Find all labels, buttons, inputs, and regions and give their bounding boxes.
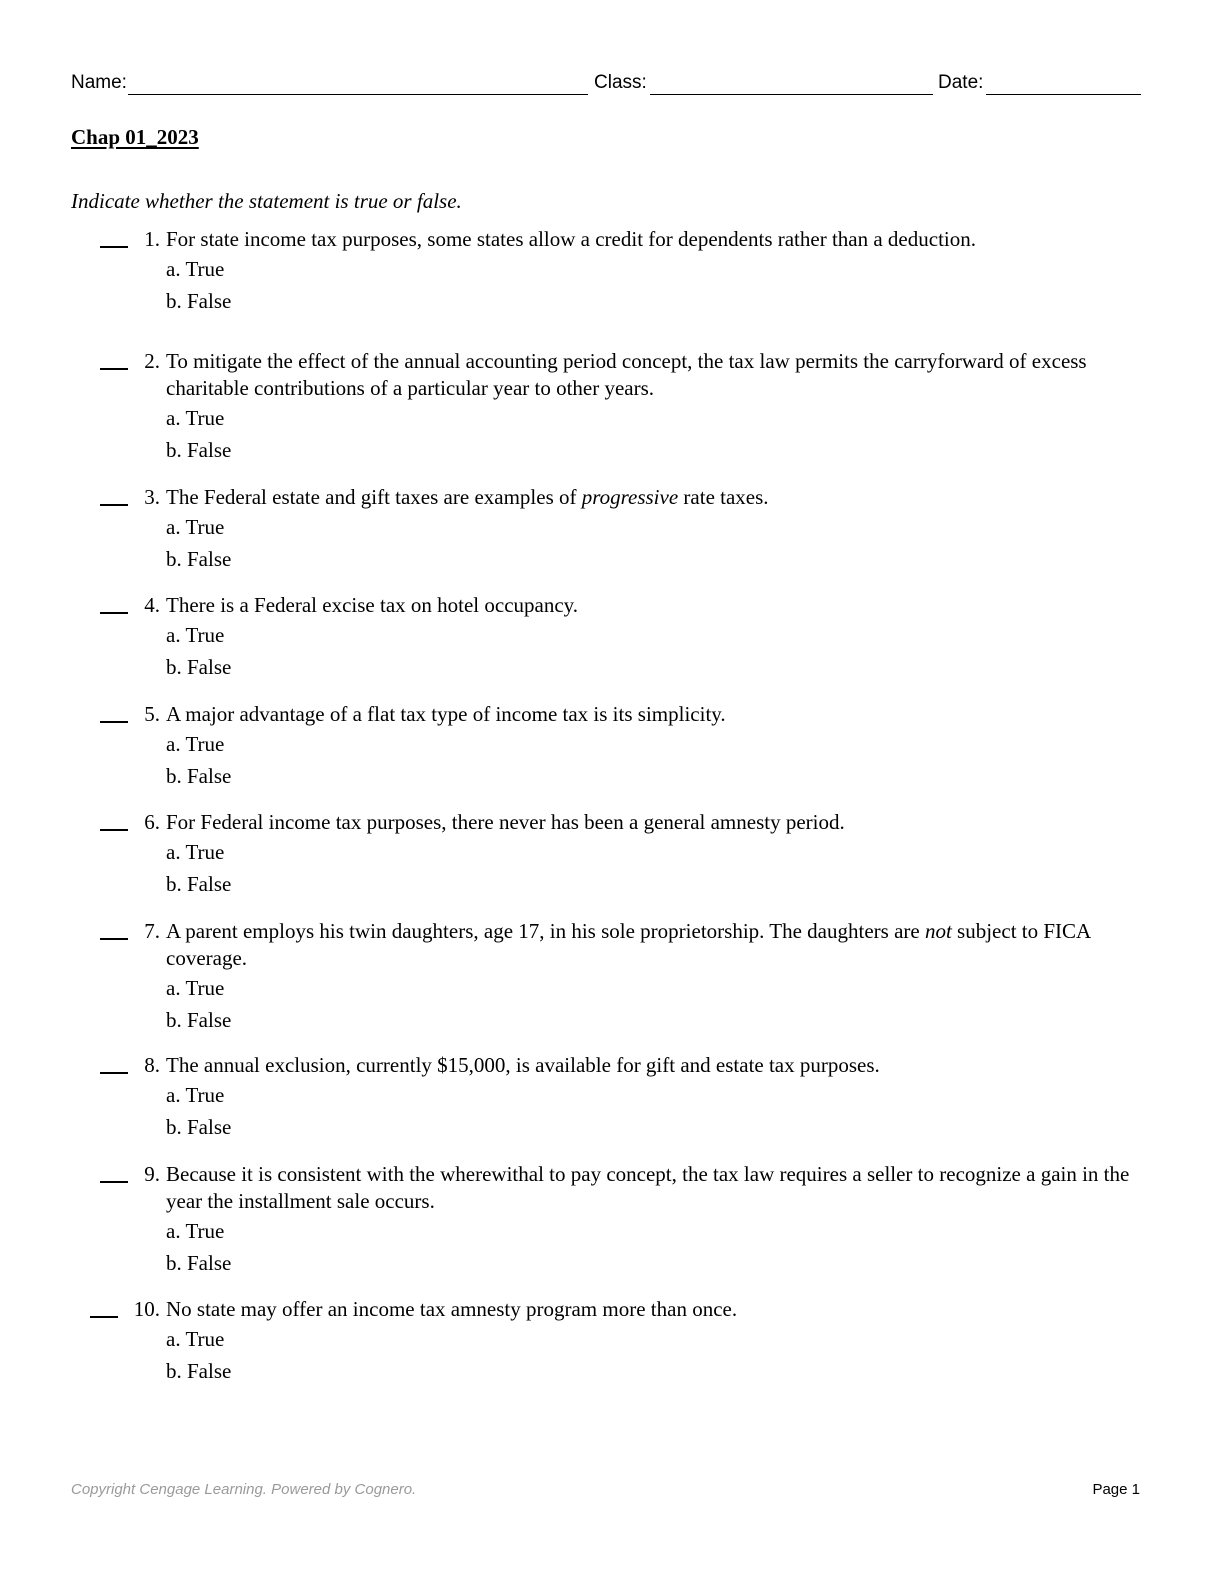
- option-false[interactable]: b. False: [166, 547, 232, 571]
- question-stem: For Federal income tax purposes, there never has been a general amnesty period.: [166, 810, 845, 834]
- option-false[interactable]: b. False: [166, 764, 232, 788]
- question-stem: Because it is consistent with the wherewithal to pay concept, the tax law requires a seller to recognize a gain in the year the installment sale occurs.: [166, 1162, 1130, 1213]
- stem-text: rate taxes.: [678, 485, 769, 509]
- option-true[interactable]: a. True: [166, 623, 225, 647]
- option-true[interactable]: a. True: [166, 1219, 225, 1243]
- question-stem: [166, 918, 1136, 972]
- question-number: 6.: [144, 810, 160, 834]
- question-stem: For state income tax purposes, some states allow a credit for dependents rather than a deduction.: [166, 227, 976, 251]
- option-true[interactable]: a. True: [166, 732, 225, 756]
- stem-text: The Federal estate and gift taxes are examples of: [166, 485, 582, 509]
- option-true[interactable]: a. True: [166, 976, 225, 1000]
- header: [71, 72, 1141, 98]
- question-number: 3.: [144, 485, 160, 509]
- stem-text: subject to FICA coverage.: [166, 919, 1091, 970]
- question-stem: [166, 484, 1136, 511]
- question-number: 7.: [144, 919, 160, 943]
- option-true[interactable]: a. True: [166, 1327, 225, 1351]
- question-number: 4.: [144, 593, 160, 617]
- option-false[interactable]: b. False: [166, 872, 232, 896]
- option-true[interactable]: a. True: [166, 840, 225, 864]
- date-label: Date:: [938, 72, 984, 93]
- page-number: Page 1: [1092, 1481, 1140, 1498]
- question-number: 8.: [144, 1053, 160, 1077]
- class-field[interactable]: [650, 94, 933, 95]
- option-true[interactable]: a. True: [166, 406, 225, 430]
- question-number: 5.: [144, 702, 160, 726]
- question-stem: There is a Federal excise tax on hotel occupancy.: [166, 593, 579, 617]
- question-number: 9.: [144, 1162, 160, 1186]
- name-field[interactable]: [128, 94, 588, 95]
- answer-blank[interactable]: [90, 1296, 118, 1318]
- name-label: Name:: [71, 72, 127, 93]
- question-stem: No state may offer an income tax amnesty program more than once.: [166, 1297, 738, 1321]
- option-false[interactable]: b. False: [166, 289, 232, 313]
- stem-emphasis: not: [924, 919, 952, 943]
- question-stem: The annual exclusion, currently $15,000, is available for gift and estate tax purposes.: [166, 1053, 880, 1077]
- option-false[interactable]: b. False: [166, 1008, 232, 1032]
- instructions: Indicate whether the statement is true or false.: [71, 189, 462, 213]
- page-title: Chap 01_2023: [71, 125, 199, 149]
- question-number: 1.: [144, 227, 160, 251]
- question-stem: To mitigate the effect of the annual accounting period concept, the tax law permits the carryforward of excess charitable contributions of a particular year to other years.: [166, 349, 1087, 400]
- option-false[interactable]: b. False: [166, 1251, 232, 1275]
- option-true[interactable]: a. True: [166, 515, 225, 539]
- question-stem: A major advantage of a flat tax type of income tax is its simplicity.: [166, 702, 726, 726]
- option-false[interactable]: b. False: [166, 1359, 232, 1383]
- class-label: Class:: [594, 72, 647, 93]
- question-number: 2.: [144, 349, 160, 373]
- question-number: 10.: [133, 1297, 160, 1321]
- option-true[interactable]: a. True: [166, 257, 225, 281]
- stem-text: A parent employs his twin daughters, age 17, in his sole proprietorship. The daughters are: [166, 919, 925, 943]
- date-field[interactable]: [986, 94, 1141, 95]
- option-false[interactable]: b. False: [166, 655, 232, 679]
- option-true[interactable]: a. True: [166, 1083, 225, 1107]
- stem-emphasis: progressive: [581, 485, 679, 509]
- option-false[interactable]: b. False: [166, 1115, 232, 1139]
- copyright-notice: Copyright Cengage Learning. Powered by Cognero.: [71, 1481, 417, 1498]
- option-false[interactable]: b. False: [166, 438, 232, 462]
